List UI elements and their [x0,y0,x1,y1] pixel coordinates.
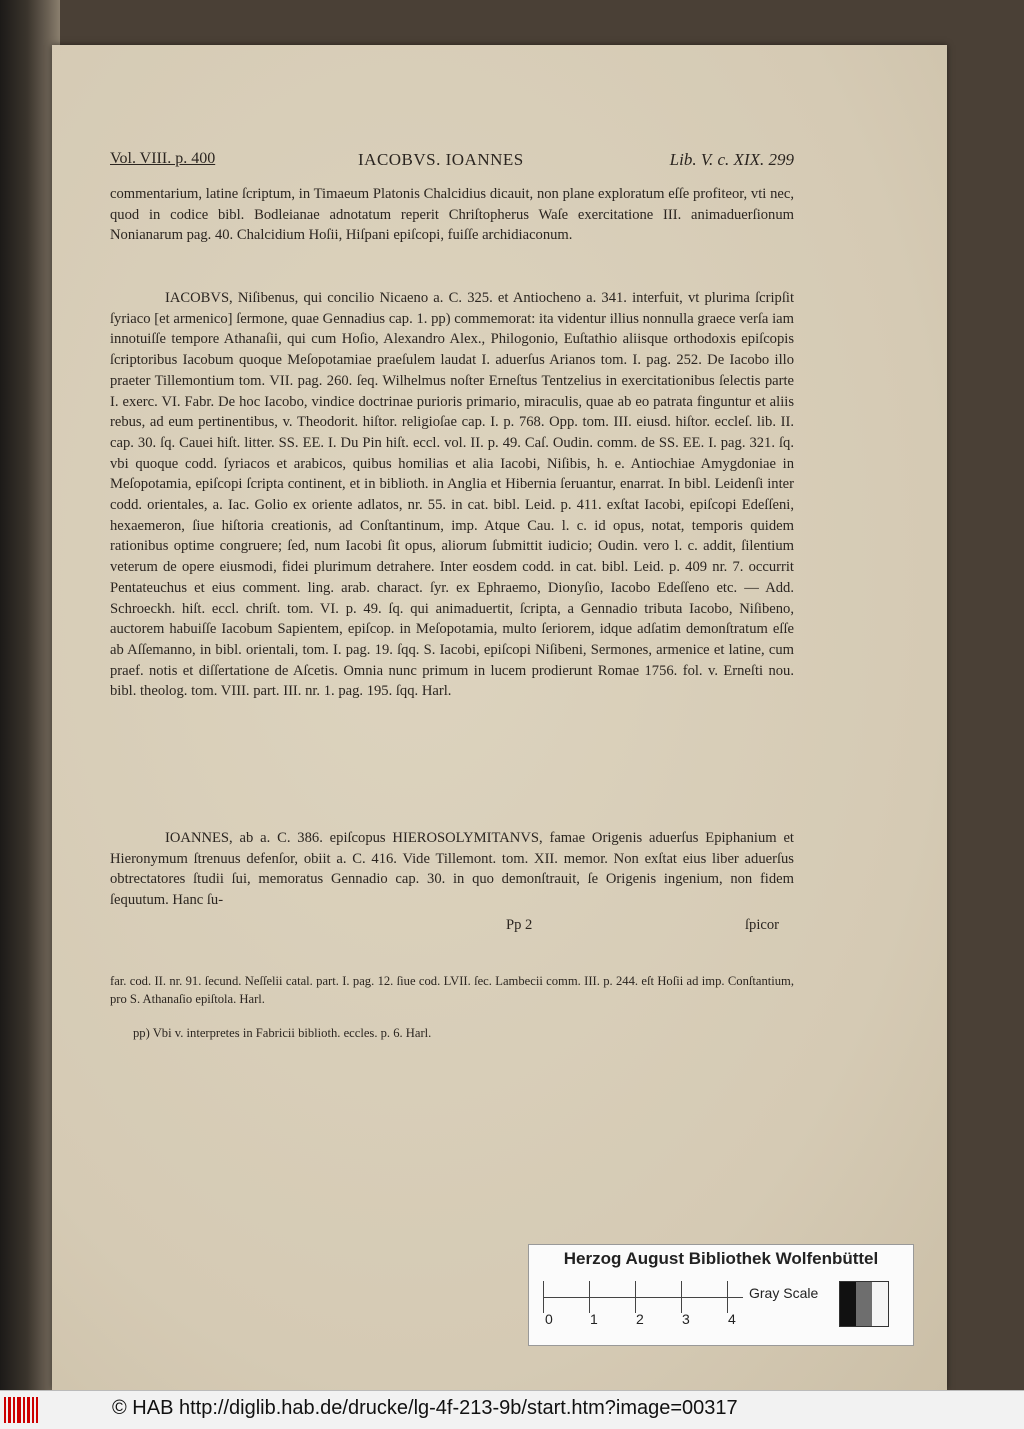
gray-scale-swatch [839,1281,889,1327]
scale-number: 3 [682,1311,690,1327]
footnote-continued: far. cod. II. nr. 91. ſecund. Neſſelii catal. part. I. pag. 12. ſiue cod. LVII. ſec. Lambecii comm. III. p. 244. eſt Hoſii ad imp. Conſtantium, pro S. Athanaſio epiſtola. Harl. [110,974,794,1006]
scale-ruler [543,1281,743,1313]
header-title: IACOBVS. IOANNES [358,150,524,169]
paragraph-text: IACOBVS, Niſibenus, qui concilio Nicaeno a. C. 325. et Antiocheno a. 341. interfuit, vt plurima ſcripſit ſyriaco [et armenico] ſermone, quae Gennadius cap. 1. pp) commemorat: ita videntur illius nonnulla graece verſa iam innotuiſſe tempore Athanaſii, qui cum Hoſio, Alexandro Alex., Philogonio, Euſtathio aliisque orthodoxis epiſcopis ſcriptoribus Iacobum quoque Meſopotamiae praeſulem laudat I. aduerſus Arianos tom. I. pag. 252. De Iacobo illo praeter Tillemontium tom. VII. pag. 260. ſeq. Wilhelmus noſter Erneſtus Tentzelius in exercitationibus ſelectis parte I. exerc. VI. Fabr. De hoc Iacobo, vindice doctrinae purioris primario, miraculis, quae ab eo patrata finguntur et aliis rebus, ad eum pertinentibus, v. Theodorit. hiſtor. religioſae cap. I. p. 768. Opp. tom. III. eiusd. hiſtor. eccleſ. lib. II. cap. 30. ſq. Cauei hiſt. litter. SS. EE. I. Du Pin hiſt. eccl. vol. II. p. 49. Caſ. Oudin. comm. de SS. EE. I. pag. 321. ſq. vbi quoque codd. ſyriacos et arabicos, quibus homilias et alia Iacobi, Niſibis, h. e. Antiochiae Amygdoniae in Meſopotamia, epiſcopi ſcripta continent, et in biblioth. in Anglia et Hibernia ſeruantur, enarrat. In bibl. Leidenſi inter codd. orientales, a. Iac. Golio ex oriente adlatos, nr. 55. in cat. bibl. Leid. p. 411. exſtat Iacobi, epiſcopi Edeſſeni, hexaemeron, ſiue hiſtoria creationis, ad Conſtantinum, imp. Atque Cau. l. c. id opus, notat, temporis quidem rationibus optime congruere; ſed, num Iacobi ſit opus, aliorum ſubmittit iudicio; Oudin. vero l. c. addit, ſilentium veterum de opere eiusmodi, fidei plurimum detrahere. Inter eosdem codd. in cat. bibl. Leid. p. 409 nr. 7. occurrit Pentateuchus et eius comment. ling. arab. charact. ſyr. ex Ephraemo, Dionyſio, Iacobo Edeſſeno etc. — Add. Schroeckh. hiſt. eccl. chriſt. tom. VI. p. 49. ſq. qui animaduertit, ſcripta, a Gennadio tributa Iacobo, Niſibeno, auctorem habuiſſe Iacobum Sapientem, epiſcop. in Meſopotamia, multo ſeriorem, idque adſatim demonſtratum eſſe ab Aſſemanno, in bibl. orientali, tom. I. pag. 19. ſqq. S. Iacobi, epiſcopi Niſibeni, Sermones, armenice et latine, cum praef. notis et diſſertatione de Aſcetis. Omnia nunc primum in lucem prodierunt Romae 1756. fol. v. Erneſti nou. bibl. theolog. tom. VIII. part. III. nr. 1. pag. 195. ſqq. Harl. [110,290,794,700]
status-bar [0,1390,1024,1429]
paragraph-text: commentarium, latine ſcriptum, in Timaeum Platonis Chalcidius dicauit, non plane exploratum eſſe profiteor, vti nec, quod in codice bibl. Bodleianae adnotatum reperit Chriſtopherus Waſe exercitatione III. animaduerſionum Nonianarum pag. 40. Chalcidium Hoſii, Hiſpani epiſcopi, fuiſſe archidiaconum. [110,186,794,244]
header-book-chapter-page: Lib. V. c. XIX. 299 [669,150,794,169]
scale-number: 2 [636,1311,644,1327]
copyright-url-text: © HAB http://diglib.hab.de/drucke/lg-4f-213-9b/start.htm?image=00317 [112,1397,738,1419]
footnote-pp: pp) Vbi v. interpretes in Fabricii biblioth. eccles. p. 6. Harl. [133,1026,432,1040]
color-target-card [528,1244,914,1346]
scale-number: 0 [545,1311,553,1327]
book-spine [0,0,60,1390]
hab-barcode-logo-icon [4,1397,40,1423]
paragraph-iacobus [110,288,794,702]
scale-number: 1 [590,1311,598,1327]
gray-scale-label: Gray Scale [749,1285,819,1301]
running-header [110,150,794,174]
book-page [52,45,947,1390]
paragraph-ioannes [110,828,794,911]
catchword: ſpicor [745,917,780,933]
scale-number: 4 [728,1311,736,1327]
paragraph-chalcidius [110,184,794,246]
header-volume-reference: Vol. VIII. p. 400 [110,150,216,167]
signature-mark: Pp 2 [506,917,533,933]
library-name: Herzog August Bibliothek Wolfenbüttel [563,1249,879,1268]
paragraph-text: IOANNES, ab a. C. 386. epiſcopus HIEROSOLYMITANVS, famae Origenis aduerſus Epiphanium et Hieronymum ſtrenuus defenſor, obiit a. C. 416. Vide Tillemont. tom. XII. memor. Non exſtat eius liber aduerſus obtrectatores ſtudii ſui, memoratus Gennadio cap. 30. in quo demonſtrauit, ſe Origenis ingenium, non fidem ſequutum. Hanc ſu- [110,830,794,909]
